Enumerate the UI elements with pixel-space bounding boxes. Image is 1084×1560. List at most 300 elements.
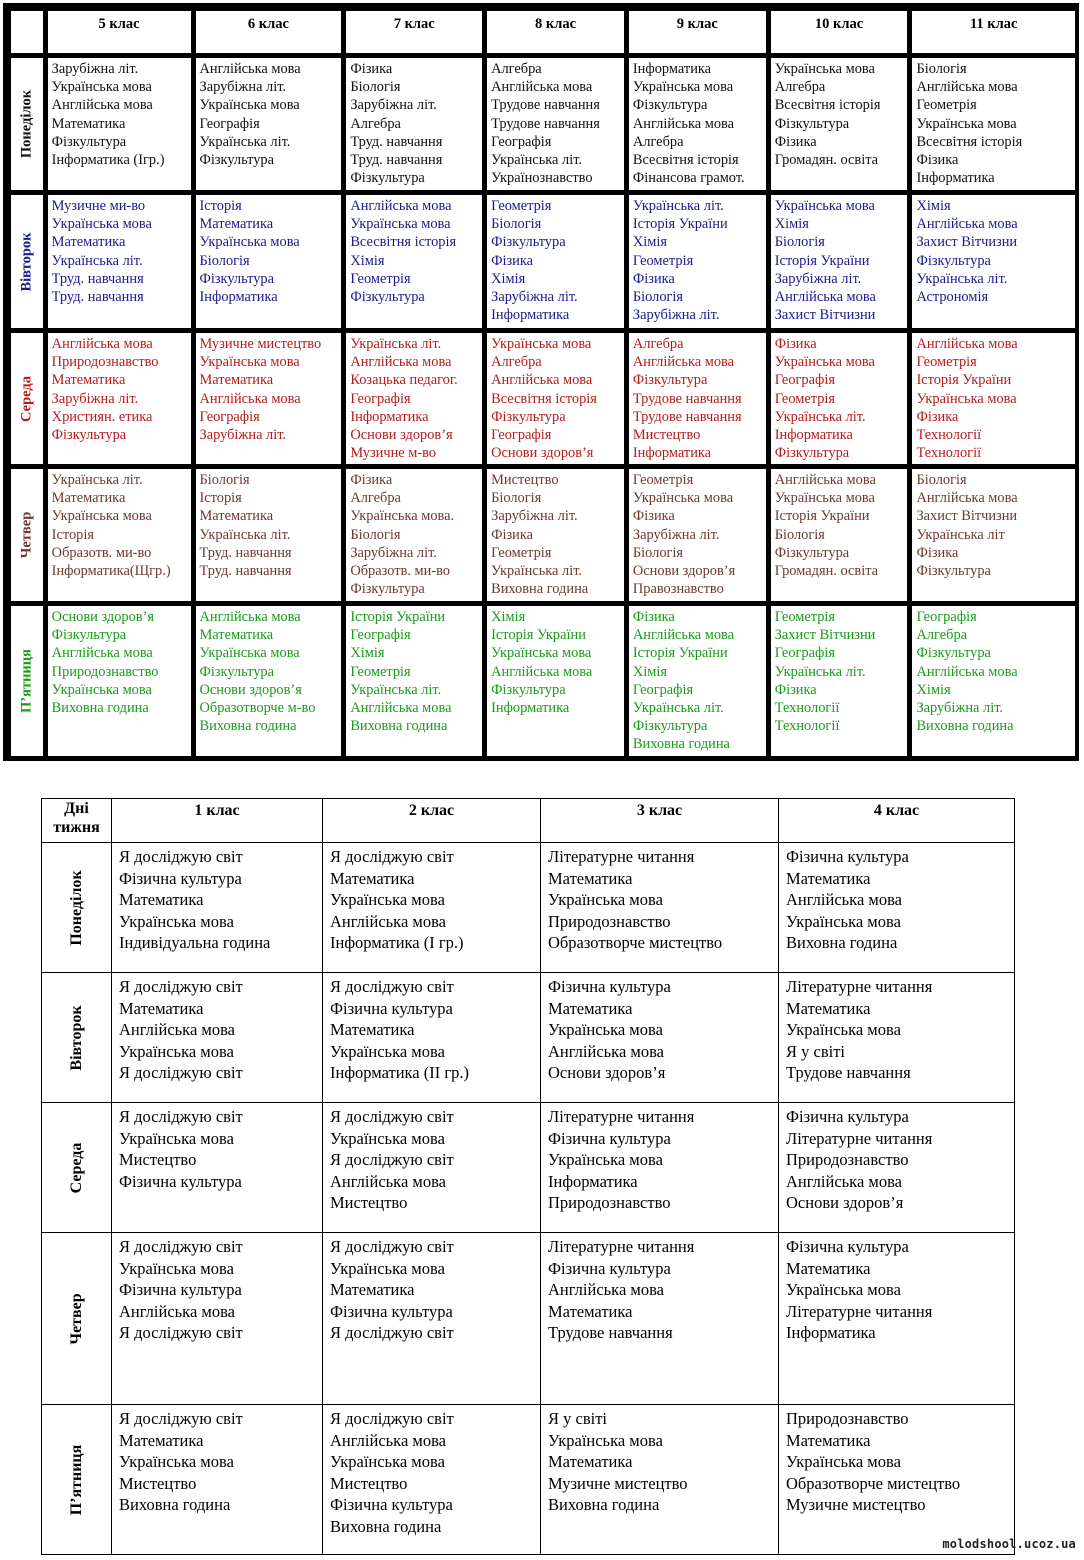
lesson-subject: Математика xyxy=(786,1430,871,1450)
junior-lesson-cell xyxy=(779,843,1015,973)
senior-day-label: Понеділок xyxy=(18,89,35,159)
lesson-subject: Математика xyxy=(199,216,274,233)
lesson-subject: Хімія xyxy=(491,609,526,625)
lesson-subject: Фізична культура xyxy=(119,1280,242,1300)
lesson-subject: Зарубіжна літ. xyxy=(350,97,437,114)
junior-lesson-cell xyxy=(112,1233,323,1405)
junior-day-row xyxy=(42,1103,1015,1233)
lesson-subject: Геометрія xyxy=(774,609,836,625)
lesson-subject: Фізика xyxy=(916,408,959,425)
junior-day-cell xyxy=(42,1405,112,1555)
lesson-subject: Основи здоров’я xyxy=(491,445,594,462)
senior-lesson-cell xyxy=(47,605,192,757)
lesson-subject: Українська літ. xyxy=(199,526,291,543)
lesson-subject: Фізкультура xyxy=(491,234,566,251)
junior-day-label: Середа xyxy=(67,1142,85,1193)
lesson-subject: Фізика xyxy=(632,609,675,625)
lesson-subject: Фізкультура xyxy=(199,270,274,287)
lesson-subject: Зарубіжна літ. xyxy=(350,544,437,561)
lesson-subject: Фізична культура xyxy=(548,977,671,996)
lesson-subject: Природознавство xyxy=(548,911,671,931)
lesson-subject: Правознавство xyxy=(632,581,724,598)
lesson-subject: Фізична культура xyxy=(330,1301,453,1321)
senior-lesson-cell xyxy=(345,194,483,329)
lesson-subject: Алгебра xyxy=(350,490,401,507)
lesson-subject: Геометрія xyxy=(350,270,411,287)
lesson-subject: Фізична культура xyxy=(786,1107,909,1126)
lesson-subject: Англійська мова xyxy=(51,336,153,352)
lesson-subject: Фізична культура xyxy=(786,1237,909,1256)
lesson-subject: Українська мова xyxy=(774,198,875,214)
lesson-subject: Алгебра xyxy=(632,133,684,150)
junior-lesson-cell xyxy=(779,1103,1015,1233)
lesson-subject: Англійська мова xyxy=(916,216,1018,233)
lesson-subject: Географія xyxy=(632,681,694,698)
lesson-subject: Фізкультура xyxy=(774,544,850,561)
lesson-subject: Біологія xyxy=(632,544,684,561)
senior-day-cell xyxy=(10,605,44,757)
junior-header-row xyxy=(42,799,1015,843)
senior-lesson-cell xyxy=(770,194,909,329)
lesson-subject: Музичне мистецтво xyxy=(199,336,322,352)
lesson-subject: Виховна година xyxy=(548,1495,660,1515)
senior-class-header xyxy=(770,10,909,54)
lesson-subject: Фізкультура xyxy=(51,627,127,644)
lesson-subject: Фізкультура xyxy=(916,252,991,269)
lesson-subject: Основи здоров’я xyxy=(199,681,302,698)
lesson-subject: Математика xyxy=(786,998,871,1018)
senior-class-header xyxy=(47,10,192,54)
lesson-subject: Англійська мова xyxy=(774,472,876,488)
lesson-subject: Образотворче мистецтво xyxy=(786,1473,961,1493)
senior-lesson-cell xyxy=(628,332,767,465)
junior-class-header xyxy=(112,799,323,843)
lesson-subject: Образотв. ми-во xyxy=(350,563,451,580)
lesson-subject: Англійська мова xyxy=(632,115,735,132)
junior-lesson-cell xyxy=(541,843,779,973)
lesson-subject: Українська мова xyxy=(199,645,300,662)
junior-class-label: 2 клас xyxy=(408,802,455,819)
lesson-subject: Географія xyxy=(916,609,977,625)
lesson-subject: Українська мова xyxy=(199,97,300,114)
senior-lesson-cell xyxy=(345,468,483,602)
senior-lesson-cell xyxy=(770,605,909,757)
lesson-subject: Трудове навчання xyxy=(632,408,742,425)
lesson-subject: Українська мова xyxy=(786,1020,901,1040)
lesson-subject: Історія xyxy=(51,526,94,543)
lesson-subject: Українська мова xyxy=(774,61,875,77)
senior-class-label: 9 клас xyxy=(676,16,718,32)
lesson-subject: Англійська мова xyxy=(199,61,301,77)
lesson-subject: Українська мова xyxy=(330,1128,445,1148)
lesson-subject: Фізкультура xyxy=(199,152,274,169)
lesson-subject: Хімія xyxy=(916,681,951,698)
lesson-subject: Я досліджую світ xyxy=(330,847,454,866)
lesson-subject: Я досліджую світ xyxy=(330,1323,454,1343)
lesson-subject: Англійська мова xyxy=(350,354,452,371)
lesson-subject: Виховна година xyxy=(119,1495,231,1515)
lesson-subject: Технології xyxy=(774,718,840,735)
lesson-subject: Українська мова xyxy=(786,911,901,931)
lesson-subject: Музичне мистецтво xyxy=(786,1495,926,1515)
lesson-subject: Історія України xyxy=(632,645,728,662)
lesson-subject: Мистецтво xyxy=(632,427,701,444)
lesson-subject: Математика xyxy=(119,998,204,1018)
lesson-subject: Англійська мова xyxy=(119,1020,235,1040)
lesson-subject: Всесвітня історія xyxy=(632,152,739,169)
lesson-subject: Виховна година xyxy=(491,581,589,598)
lesson-subject: Українська мова xyxy=(119,1258,234,1278)
lesson-subject: Виховна година xyxy=(632,736,730,753)
lesson-subject: Музичне м-во xyxy=(350,445,437,462)
lesson-subject: Англійська мова xyxy=(330,1171,446,1191)
lesson-subject: Інформатика xyxy=(632,445,712,462)
junior-lesson-cell xyxy=(323,843,541,973)
lesson-subject: Літературне читання xyxy=(786,1128,933,1148)
lesson-subject: Історія України xyxy=(632,216,728,233)
senior-day-label: П’ятниця xyxy=(18,649,35,713)
lesson-subject: Історія xyxy=(199,198,242,214)
lesson-subject: Музичне мистецтво xyxy=(548,1473,688,1493)
lesson-subject: Інформатика xyxy=(491,307,570,324)
lesson-subject: Зарубіжна літ. xyxy=(199,79,287,96)
lesson-subject: Основи здоров’я xyxy=(786,1193,904,1213)
lesson-subject: Природознавство xyxy=(51,354,159,371)
senior-lesson-cell xyxy=(345,332,483,465)
lesson-subject: Інформатика xyxy=(491,700,570,717)
senior-lesson-cell xyxy=(911,57,1076,191)
lesson-subject: Українська мова xyxy=(119,1128,234,1148)
junior-lesson-cell xyxy=(779,1233,1015,1405)
lesson-subject: Зарубіжна літ. xyxy=(491,508,578,525)
junior-lesson-cell xyxy=(112,1405,323,1555)
lesson-subject: Українська мова xyxy=(330,1258,445,1278)
lesson-subject: Християн. етика xyxy=(51,408,153,425)
lesson-subject: Інформатика xyxy=(632,61,712,77)
junior-lesson-cell xyxy=(112,1103,323,1233)
lesson-subject: Алгебра xyxy=(774,79,826,96)
lesson-subject: Технології xyxy=(774,700,840,717)
lesson-subject: Інформатика xyxy=(548,1171,638,1191)
junior-lesson-cell xyxy=(779,973,1015,1103)
lesson-subject: Захист Вітчизни xyxy=(916,234,1018,251)
lesson-subject: Інформатика (ІІ гр.) xyxy=(330,1063,469,1083)
senior-schedule-frame xyxy=(3,3,1079,761)
senior-day-label: Середа xyxy=(18,375,35,422)
lesson-subject: Мистецтво xyxy=(491,472,559,488)
lesson-subject: Англійська мова xyxy=(916,79,1018,96)
lesson-subject: Фізкультура xyxy=(350,581,425,598)
lesson-subject: Природознавство xyxy=(548,1193,671,1213)
lesson-subject: Літературне читання xyxy=(786,1301,933,1321)
lesson-subject: Зарубіжна літ. xyxy=(491,289,578,306)
senior-lesson-cell xyxy=(911,468,1076,602)
lesson-subject: Захист Вітчизни xyxy=(916,508,1018,525)
lesson-subject: Українська мова xyxy=(119,1041,234,1061)
lesson-subject: Українська літ. xyxy=(350,336,442,352)
lesson-subject: Інформатика xyxy=(774,427,853,444)
junior-day-cell xyxy=(42,1233,112,1405)
junior-class-header xyxy=(323,799,541,843)
junior-lesson-cell xyxy=(323,1103,541,1233)
lesson-subject: Українська мова xyxy=(491,645,592,662)
lesson-subject: Фізика xyxy=(774,133,817,150)
lesson-subject: Англійська мова xyxy=(51,97,153,114)
lesson-subject: Технології xyxy=(916,445,982,462)
senior-class-header xyxy=(911,10,1076,54)
lesson-subject: Англійська мова xyxy=(330,1430,446,1450)
lesson-subject: Інформатика xyxy=(199,289,278,306)
lesson-subject: Літературне читання xyxy=(548,1237,695,1256)
lesson-subject: Хімія xyxy=(350,645,385,662)
lesson-subject: Зарубіжна літ. xyxy=(916,700,1003,717)
lesson-subject: Фізкультура xyxy=(491,408,566,425)
lesson-subject: Геометрія xyxy=(491,544,552,561)
lesson-subject: Всесвітня історія xyxy=(350,234,457,251)
lesson-subject: Літературне читання xyxy=(548,1107,695,1126)
lesson-subject: Історія України xyxy=(774,252,870,269)
lesson-subject: Англійська мова xyxy=(330,911,446,931)
lesson-subject: Українська літ. xyxy=(51,252,143,269)
senior-lesson-cell xyxy=(911,194,1076,329)
senior-schedule-table xyxy=(7,7,1079,760)
lesson-subject: Математика xyxy=(548,1452,633,1472)
lesson-subject: Фізична культура xyxy=(330,998,453,1018)
senior-lesson-cell xyxy=(770,332,909,465)
senior-class-label: 11 клас xyxy=(969,16,1018,32)
lesson-subject: Математика xyxy=(548,868,633,888)
lesson-subject: Основи здоров’я xyxy=(632,563,736,580)
lesson-subject: Математика xyxy=(51,490,126,507)
junior-day-label: Четвер xyxy=(67,1292,85,1345)
lesson-subject: Біологія xyxy=(916,472,967,488)
lesson-subject: Фізична культура xyxy=(786,847,909,866)
lesson-subject: Англійська мова xyxy=(916,336,1018,352)
senior-lesson-cell xyxy=(195,194,343,329)
lesson-subject: Українська мова xyxy=(51,216,152,233)
lesson-subject: Фізкультура xyxy=(491,681,566,698)
lesson-subject: Українська літ. xyxy=(350,681,442,698)
lesson-subject: Українська літ. xyxy=(632,700,724,717)
junior-lesson-cell xyxy=(112,843,323,973)
lesson-subject: Математика xyxy=(199,372,274,389)
lesson-subject: Мистецтво xyxy=(119,1150,197,1170)
lesson-subject: Історія України xyxy=(350,609,446,625)
lesson-subject: Біологія xyxy=(491,490,542,507)
senior-class-label: 6 клас xyxy=(247,16,289,32)
lesson-subject: Я у світі xyxy=(548,1409,607,1428)
lesson-subject: Фізика xyxy=(916,544,959,561)
lesson-subject: Алгебра xyxy=(491,354,542,371)
senior-day-cell xyxy=(10,332,44,465)
lesson-subject: Фізкультура xyxy=(350,289,425,306)
lesson-subject: Математика xyxy=(51,115,126,132)
junior-day-label: Вівторок xyxy=(67,1004,85,1071)
senior-lesson-cell xyxy=(47,194,192,329)
lesson-subject: Географія xyxy=(491,427,552,444)
lesson-subject: Англійська мова xyxy=(199,390,301,407)
lesson-subject: Трудове навчання xyxy=(786,1063,911,1083)
junior-lesson-cell xyxy=(779,1405,1015,1555)
senior-lesson-cell xyxy=(770,468,909,602)
junior-class-header xyxy=(779,799,1015,843)
lesson-subject: Англійська мова xyxy=(350,700,452,717)
lesson-subject: Я досліджую світ xyxy=(119,1323,243,1343)
lesson-subject: Козацька педагог. xyxy=(350,372,458,389)
senior-lesson-cell xyxy=(195,332,343,465)
lesson-subject: Виховна година xyxy=(199,718,297,735)
senior-day-label: Четвер xyxy=(18,511,35,559)
senior-lesson-cell xyxy=(47,57,192,191)
senior-lesson-cell xyxy=(195,57,343,191)
lesson-subject: Англійська мова xyxy=(916,663,1018,680)
lesson-subject: Виховна година xyxy=(916,718,1014,735)
lesson-subject: Математика xyxy=(51,234,126,251)
lesson-subject: Труд. навчання xyxy=(199,544,292,561)
lesson-subject: Біологія xyxy=(491,216,542,233)
lesson-subject: Англійська мова xyxy=(774,289,876,306)
lesson-subject: Я досліджую світ xyxy=(119,847,243,866)
senior-lesson-cell xyxy=(628,605,767,757)
lesson-subject: Українська мова xyxy=(350,216,451,233)
lesson-subject: Трудове навчання xyxy=(491,97,600,114)
lesson-subject: Громадян. освіта xyxy=(774,563,879,580)
senior-class-label: 10 клас xyxy=(814,16,864,32)
lesson-subject: Англійська мова xyxy=(548,1041,664,1061)
lesson-subject: Зарубіжна літ. xyxy=(774,270,862,287)
lesson-subject: Фізика xyxy=(632,270,675,287)
lesson-subject: Українська мова xyxy=(51,79,152,96)
lesson-subject: Я досліджую світ xyxy=(330,1150,454,1170)
junior-day-cell xyxy=(42,1103,112,1233)
lesson-subject: Українська літ. xyxy=(774,663,866,680)
lesson-subject: Українська літ. xyxy=(199,133,291,150)
lesson-subject: Фізкультура xyxy=(774,445,850,462)
lesson-subject: Математика xyxy=(786,1258,871,1278)
lesson-subject: Українська мова xyxy=(916,390,1017,407)
lesson-subject: Англійська мова xyxy=(632,354,735,371)
lesson-subject: Хімія xyxy=(916,198,951,214)
lesson-subject: Українська мова xyxy=(786,1280,901,1300)
lesson-subject: Геометрія xyxy=(916,354,977,371)
lesson-subject: Фізкультура xyxy=(774,115,850,132)
lesson-subject: Англійська мова xyxy=(632,627,735,644)
junior-day-row xyxy=(42,973,1015,1103)
lesson-subject: Біологія xyxy=(774,234,825,251)
senior-class-header xyxy=(628,10,767,54)
lesson-subject: Англійська мова xyxy=(491,372,593,389)
lesson-subject: Математика xyxy=(786,868,871,888)
senior-day-cell xyxy=(10,57,44,191)
lesson-subject: Математика xyxy=(119,1430,204,1450)
lesson-subject: Фізкультура xyxy=(199,663,274,680)
lesson-subject: Фізика xyxy=(491,526,534,543)
lesson-subject: Захист Вітчизни xyxy=(774,307,876,324)
junior-day-row xyxy=(42,843,1015,973)
lesson-subject: Українська мова xyxy=(330,1041,445,1061)
senior-day-cell xyxy=(10,194,44,329)
lesson-subject: Виховна година xyxy=(350,718,448,735)
lesson-subject: Українська мова xyxy=(774,354,875,371)
lesson-subject: Українська мова xyxy=(774,490,875,507)
lesson-subject: Геометрія xyxy=(774,390,836,407)
lesson-subject: Англійська мова xyxy=(786,1171,902,1191)
lesson-subject: Історія України xyxy=(916,372,1012,389)
lesson-subject: Українська мова xyxy=(199,354,300,371)
lesson-subject: Геометрія xyxy=(916,97,977,114)
lesson-subject: Геометрія xyxy=(491,198,552,214)
lesson-subject: Географія xyxy=(199,408,260,425)
lesson-subject: Українська мова xyxy=(119,1452,234,1472)
lesson-subject: Фізика xyxy=(916,152,959,169)
lesson-subject: Громадян. освіта xyxy=(774,152,879,169)
lesson-subject: Українська мова xyxy=(548,890,663,910)
lesson-subject: Зарубіжна літ. xyxy=(632,307,720,324)
senior-day-row xyxy=(10,57,1076,191)
lesson-subject: Математика xyxy=(330,1280,415,1300)
senior-day-row xyxy=(10,194,1076,329)
lesson-subject: Всесвітня історія xyxy=(774,97,881,114)
junior-lesson-cell xyxy=(541,1233,779,1405)
lesson-subject: Труд. навчання xyxy=(51,270,144,287)
junior-schedule-table xyxy=(41,798,1015,1555)
lesson-subject: Математика xyxy=(119,890,204,910)
lesson-subject: Географія xyxy=(774,372,835,389)
junior-corner-cell xyxy=(42,799,112,843)
lesson-subject: Українська мова xyxy=(51,681,152,698)
senior-lesson-cell xyxy=(770,57,909,191)
senior-day-row xyxy=(10,605,1076,757)
senior-lesson-cell xyxy=(486,57,625,191)
lesson-subject: Хімія xyxy=(350,252,385,269)
lesson-subject: Я досліджую світ xyxy=(119,977,243,996)
lesson-subject: Всесвітня історія xyxy=(916,133,1023,150)
senior-lesson-cell xyxy=(345,57,483,191)
lesson-subject: Хімія xyxy=(774,216,809,233)
junior-class-header xyxy=(541,799,779,843)
lesson-subject: Фізкультура xyxy=(632,372,708,389)
lesson-subject: Географія xyxy=(350,627,411,644)
lesson-subject: Англійська мова xyxy=(491,79,593,96)
lesson-subject: Виховна година xyxy=(330,1516,442,1536)
lesson-subject: Труд. навчання xyxy=(51,289,144,306)
lesson-subject: Англійська мова xyxy=(548,1280,664,1300)
lesson-subject: Історія України xyxy=(491,627,586,644)
lesson-subject: Основи здоров’я xyxy=(548,1063,666,1083)
lesson-subject: Українська літ. xyxy=(774,408,866,425)
lesson-subject: Математика xyxy=(548,1301,633,1321)
lesson-subject: Алгебра xyxy=(491,61,542,77)
lesson-subject: Основи здоров’я xyxy=(350,427,453,444)
lesson-subject: Мистецтво xyxy=(330,1473,408,1493)
lesson-subject: Українська літ. xyxy=(916,270,1008,287)
senior-class-header xyxy=(486,10,625,54)
lesson-subject: Біологія xyxy=(350,79,401,96)
lesson-subject: Фізика xyxy=(350,472,393,488)
lesson-subject: Хімія xyxy=(632,663,668,680)
lesson-subject: Я досліджую світ xyxy=(330,1107,454,1126)
lesson-subject: Українська мова xyxy=(330,1452,445,1472)
lesson-subject: Геометрія xyxy=(350,663,411,680)
lesson-subject: Фізкультура xyxy=(350,170,425,187)
lesson-subject: Географія xyxy=(199,115,260,132)
junior-day-label: Понеділок xyxy=(67,869,85,946)
lesson-subject: Фізика xyxy=(350,61,393,77)
lesson-subject: Алгебра xyxy=(632,336,684,352)
lesson-subject: Хімія xyxy=(632,234,668,251)
lesson-subject: Геометрія xyxy=(632,472,694,488)
lesson-subject: Індивідуальна година xyxy=(119,933,271,953)
